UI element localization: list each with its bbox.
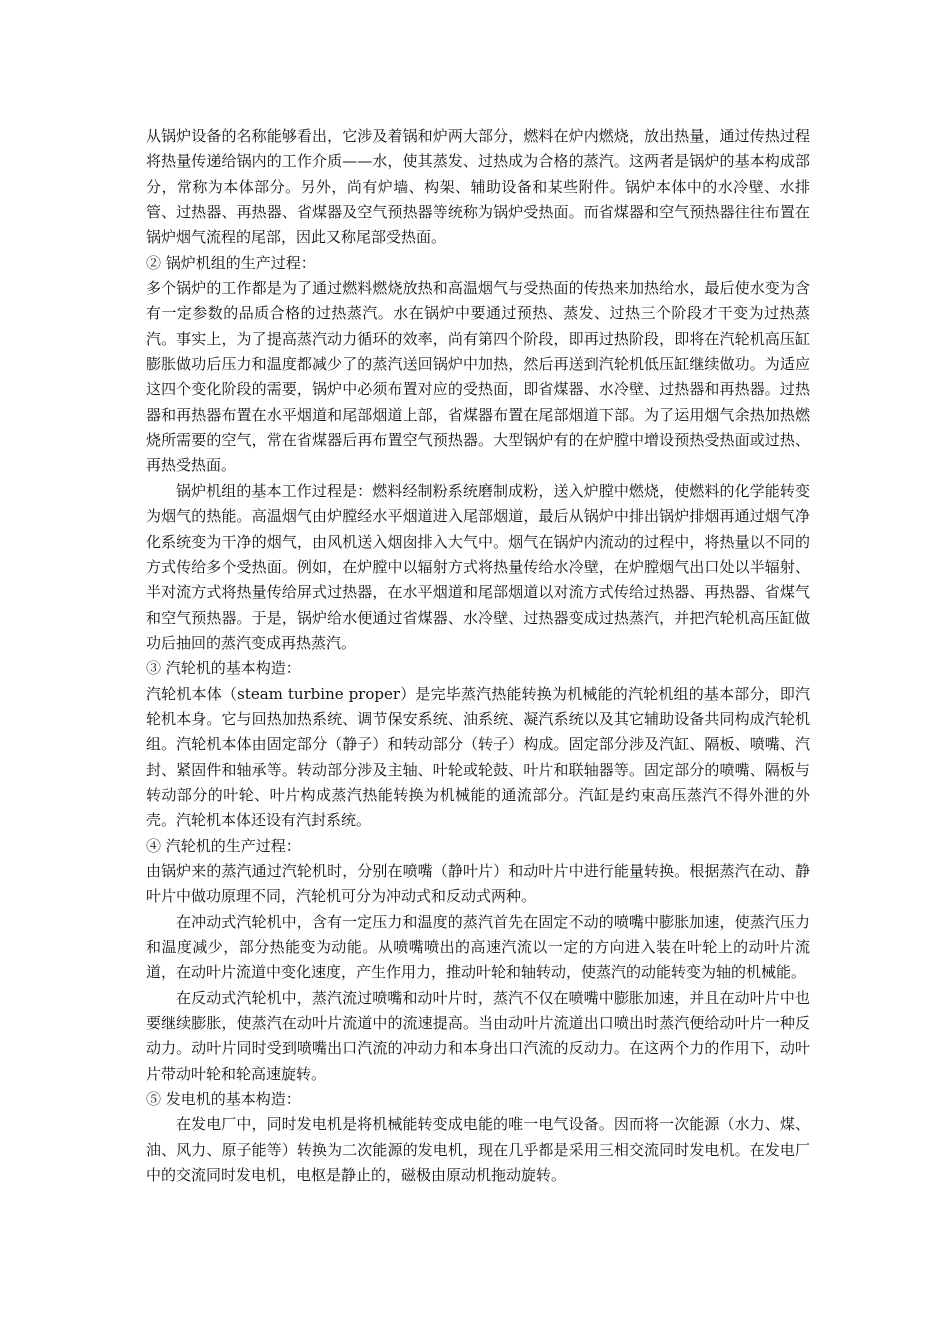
paragraph-boiler-structure: 从锅炉设备的名称能够看出，它涉及着锅和炉两大部分，燃料在炉内燃烧，放出热量，通过传热过程将热量传递给锅内的工作介质——水，使其蒸发、过热成为合格的蒸汽。这两者是锅炉的基本构成部分，常称为本体部分。另外，尚有炉墙、构架、辅助设备和某些附件。锅炉本体中的水冷壁、水排管、过热器、再热器、省煤器及空气预热器等统称为锅炉受热面。而省煤器和空气预热器往往布置在锅炉烟气流程的尾部，因此又称尾部受热面。: [146, 127, 810, 247]
paragraph-impulse-turbine: 在冲动式汽轮机中，含有一定压力和温度的蒸汽首先在固定不动的喷嘴中膨胀加速，使蒸汽压力和温度减少，部分热能变为动能。从喷嘴喷出的高速汽流以一定的方向进入装在叶轮上的动叶片流道，在动叶片流道中变化速度，产生作用力，推动叶轮和轴转动，使蒸汽的动能转变为轴的机械能。: [146, 912, 810, 982]
heading-boiler-production: ② 锅炉机组的生产过程：: [146, 253, 316, 272]
heading-generator-structure: ⑤ 发电机的基本构造：: [146, 1090, 301, 1109]
heading-turbine-structure: ③ 汽轮机的基本构造：: [146, 659, 301, 678]
paragraph-boiler-heating: 多个锅炉的工作都是为了通过燃料燃烧放热和高温烟气与受热面的传热来加热给水，最后使水变为含有一定参数的品质合格的过热蒸汽。水在锅炉中要通过预热、蒸发、过热三个阶段才干变为过热蒸汽。事实上，为了提高蒸汽动力循环的效率，尚有第四个阶段，即再过热阶段，即将在汽轮机高压缸膨胀做功后压力和温度都减少了的蒸汽送回锅炉中加热，然后再送到汽轮机低压缸继续做功。为适应这四个变化阶段的需要，锅炉中必须布置对应的受热面，即省煤器、水冷壁、过热器和再热器。过热器和再热器布置在水平烟道和尾部烟道上部，省煤器布置在尾部烟道下部。为了运用烟气余热加热燃烧所需要的空气，常在省煤器后再布置空气预热器。大型锅炉有的在炉膛中增设预热受热面或过热、再热受热面。: [146, 279, 810, 475]
paragraph-boiler-process: 锅炉机组的基本工作过程是：燃料经制粉系统磨制成粉，送入炉膛中燃烧，使燃料的化学能转变为烟气的热能。高温烟气由炉膛经水平烟道进入尾部烟道，最后从锅炉中排出锅炉排烟再通过烟气净化系统变为干净的烟气，由风机送入烟囱排入大气中。烟气在锅炉内流动的过程中，将热量以不同的方式传给多个受热面。例如，在炉膛中以辐射方式将热量传给水冷壁，在炉膛烟气出口处以半辐射、半对流方式将热量传给屏式过热器，在水平烟道和尾部烟道以对流方式传给过热器、再热器、省煤气和空气预热器。于是，锅炉给水便通过省煤器、水冷壁、过热器变成过热蒸汽，并把汽轮机高压缸做功后抽回的蒸汽变成再热蒸汽。: [146, 481, 810, 652]
heading-turbine-production: ④ 汽轮机的生产过程：: [146, 836, 301, 855]
document-body: [146, 124, 810, 1188]
paragraph-generator: 在发电厂中，同时发电机是将机械能转变成电能的唯一电气设备。因而将一次能源（水力、煤、油、风力、原子能等）转换为二次能源的发电机，现在几乎都是采用三相交流同时发电机。在发电厂中的交流同时发电机，电枢是静止的，磁极由原动机拖动旋转。: [146, 1115, 810, 1185]
paragraph-reaction-turbine: 在反动式汽轮机中，蒸汽流过喷嘴和动叶片时，蒸汽不仅在喷嘴中膨胀加速，并且在动叶片中也要继续膨胀，使蒸汽在动叶片流道中的流速提高。当由动叶片流道出口喷出时蒸汽便给动叶片一种反动力。动叶片同时受到喷嘴出口汽流的冲动力和本身出口汽流的反动力。在这两个力的作用下，动叶片带动叶轮和轮高速旋转。: [146, 988, 810, 1083]
paragraph-turbine-types: 由锅炉来的蒸汽通过汽轮机时，分别在喷嘴（静叶片）和动叶片中进行能量转换。根据蒸汽在动、静叶片中做功原理不同，汽轮机可分为冲动式和反动式两种。: [146, 861, 810, 906]
paragraph-turbine-body: 汽轮机本体（steam turbine proper）是完毕蒸汽热能转换为机械能的汽轮机组的基本部分，即汽轮机本身。它与回热加热系统、调节保安系统、油系统、凝汽系统以及其它辅助设备共同构成汽轮机组。汽轮机本体由固定部分（静子）和转动部分（转子）构成。固定部分涉及汽缸、隔板、喷嘴、汽封、紧固件和轴承等。转动部分涉及主轴、叶轮或轮鼓、叶片和联轴器等。固定部分的喷嘴、隔板与转动部分的叶轮、叶片构成蒸汽热能转换为机械能的通流部分。汽缸是约束高压蒸汽不得外泄的外壳。汽轮机本体还设有汽封系统。: [146, 684, 810, 830]
